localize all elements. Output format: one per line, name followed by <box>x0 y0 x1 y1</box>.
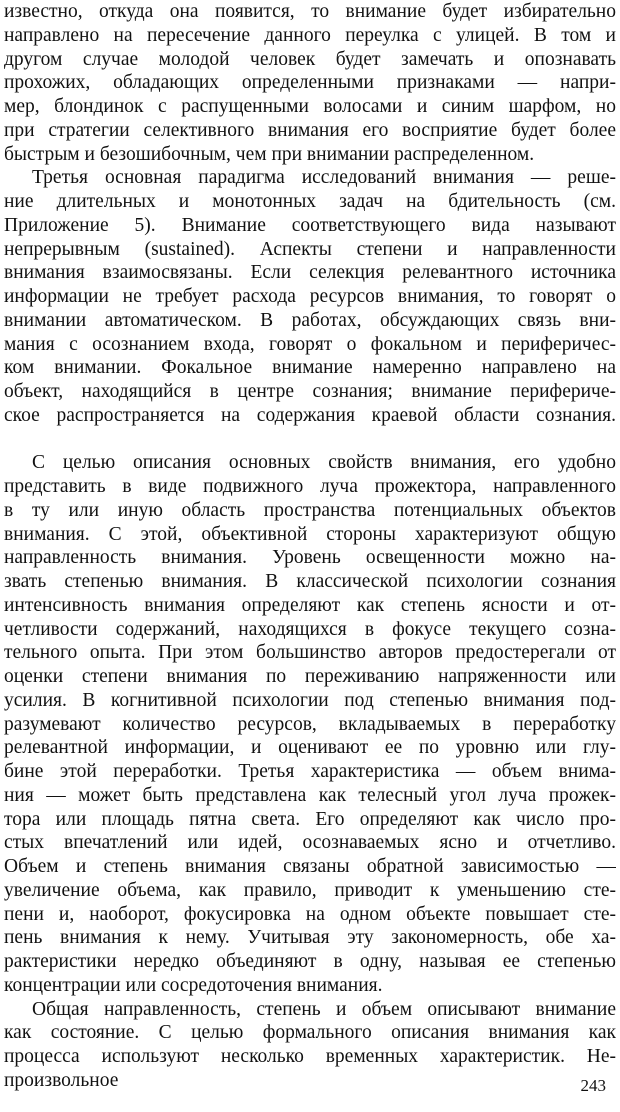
text-line: концентрации или сосредоточения внимания. <box>4 974 383 996</box>
text-line: ское распространяется на содержания краевой области сознания. <box>4 404 616 426</box>
text-line: как состояние. С целью формального описания внимания как <box>4 1022 616 1044</box>
text-line: известно, откуда она появится, то внимание будет избирательно <box>4 1 616 22</box>
text-line: другом случае молодой человек будет замечать и опознавать <box>4 48 616 70</box>
text-line: увеличение объема, как правило, приводит к уменьшению сте- <box>4 879 616 901</box>
text-line: непрерывным (sustained). Аспекты степени и направленности <box>4 238 616 260</box>
text-line: оценки степени внимания по переживанию напряженности или <box>4 666 616 687</box>
paragraph <box>4 166 616 451</box>
text-line: интенсивность внимания определяют как степень ясности и от- <box>4 594 616 616</box>
text-line: звать степенью внимания. В классической психологии сознания <box>4 571 616 592</box>
text-line: Общая направленность, степень и объем описывают внимание <box>32 998 616 1020</box>
text-line: представить в виде подвижного луча прожектора, направленного <box>4 476 616 497</box>
text-line: процесса используют несколько временных характеристик. Не- <box>4 1046 616 1067</box>
text-line <box>4 428 616 452</box>
text-line: усилия. В когнитивной психологии под степенью внимания под- <box>4 689 616 711</box>
paragraph <box>4 0 616 166</box>
text-line: тельного опыта. При этом большинство авторов предостерегали от <box>4 642 616 664</box>
text-line: при стратегии селективного внимания его восприятие будет более <box>4 119 616 141</box>
text-line: рактеристики нередко объединяют в одну, называя ее степенью <box>4 951 616 972</box>
body-text <box>4 0 616 1093</box>
text-line: внимании автоматическом. В работах, обсуждающих связь вни- <box>4 309 616 331</box>
text-line: информации не требует расхода ресурсов внимания, то говорят о <box>4 286 616 307</box>
text-line: бине этой переработки. Третья характеристика — объем внима- <box>4 761 616 782</box>
text-line: направленность внимания. Уровень освещенности можно на- <box>4 547 616 569</box>
text-line: Приложение 5). Внимание соответствующего вида называют <box>4 214 616 236</box>
text-line: мания с осознанием входа, говорят о фокальном и периферичес- <box>4 333 616 355</box>
text-line: внимания. С этой, объективной стороны характеризуют общую <box>4 523 616 545</box>
text-line: произвольное <box>4 1069 119 1091</box>
text-line: направлено на пересечение данного переулка с улицей. В том и <box>4 24 616 46</box>
text-line: разумевают количество ресурсов, вкладываемых в переработку <box>4 713 616 735</box>
paragraph <box>4 998 616 1093</box>
text-line: Третья основная парадигма исследований внимания — реше- <box>32 167 616 189</box>
text-line: ние длительных и монотонных задач на бдительность (см. <box>4 191 616 212</box>
paragraph <box>4 451 616 997</box>
text-line: в ту или иную область пространства потенциальных объектов <box>4 499 616 521</box>
text-line: прохожих, обладающих определенными признаками — напри- <box>4 72 616 94</box>
text-line: пени и, наоборот, фокусировка на одном объекте повышает сте- <box>4 903 616 925</box>
text-line: внимания взаимосвязаны. Если селекция релевантного источника <box>4 262 616 284</box>
text-line: объект, находящийся в центре сознания; внимание перифериче- <box>4 381 616 402</box>
text-line: мер, блондинок с распущенными волосами и синим шарфом, но <box>4 96 616 117</box>
text-line: ком внимании. Фокальное внимание намеренно направлено на <box>4 357 616 379</box>
text-line: стых впечатлений или идей, осознаваемых ясно и отчетливо. <box>4 832 616 854</box>
text-line: С целью описания основных свойств внимания, его удобно <box>32 452 616 474</box>
text-line: четливости содержаний, находящихся в фокусе текущего созна- <box>4 618 616 640</box>
text-line: ния — может быть представлена как телесный угол луча прожек- <box>4 784 616 806</box>
text-line: пень внимания к нему. Учитывая эту закономерность, обе ха- <box>4 927 616 949</box>
text-line: тора или площадь пятна света. Его определяют как число про- <box>4 808 616 830</box>
text-line: быстрым и безошибочным, чем при внимании распределенном. <box>4 143 535 165</box>
text-line: релевантной информации, и оценивают ее по уровню или глу- <box>4 737 616 759</box>
text-line: Объем и степень внимания связаны обратной зависимостью — <box>4 856 616 877</box>
page-number: 243 <box>580 1076 606 1095</box>
